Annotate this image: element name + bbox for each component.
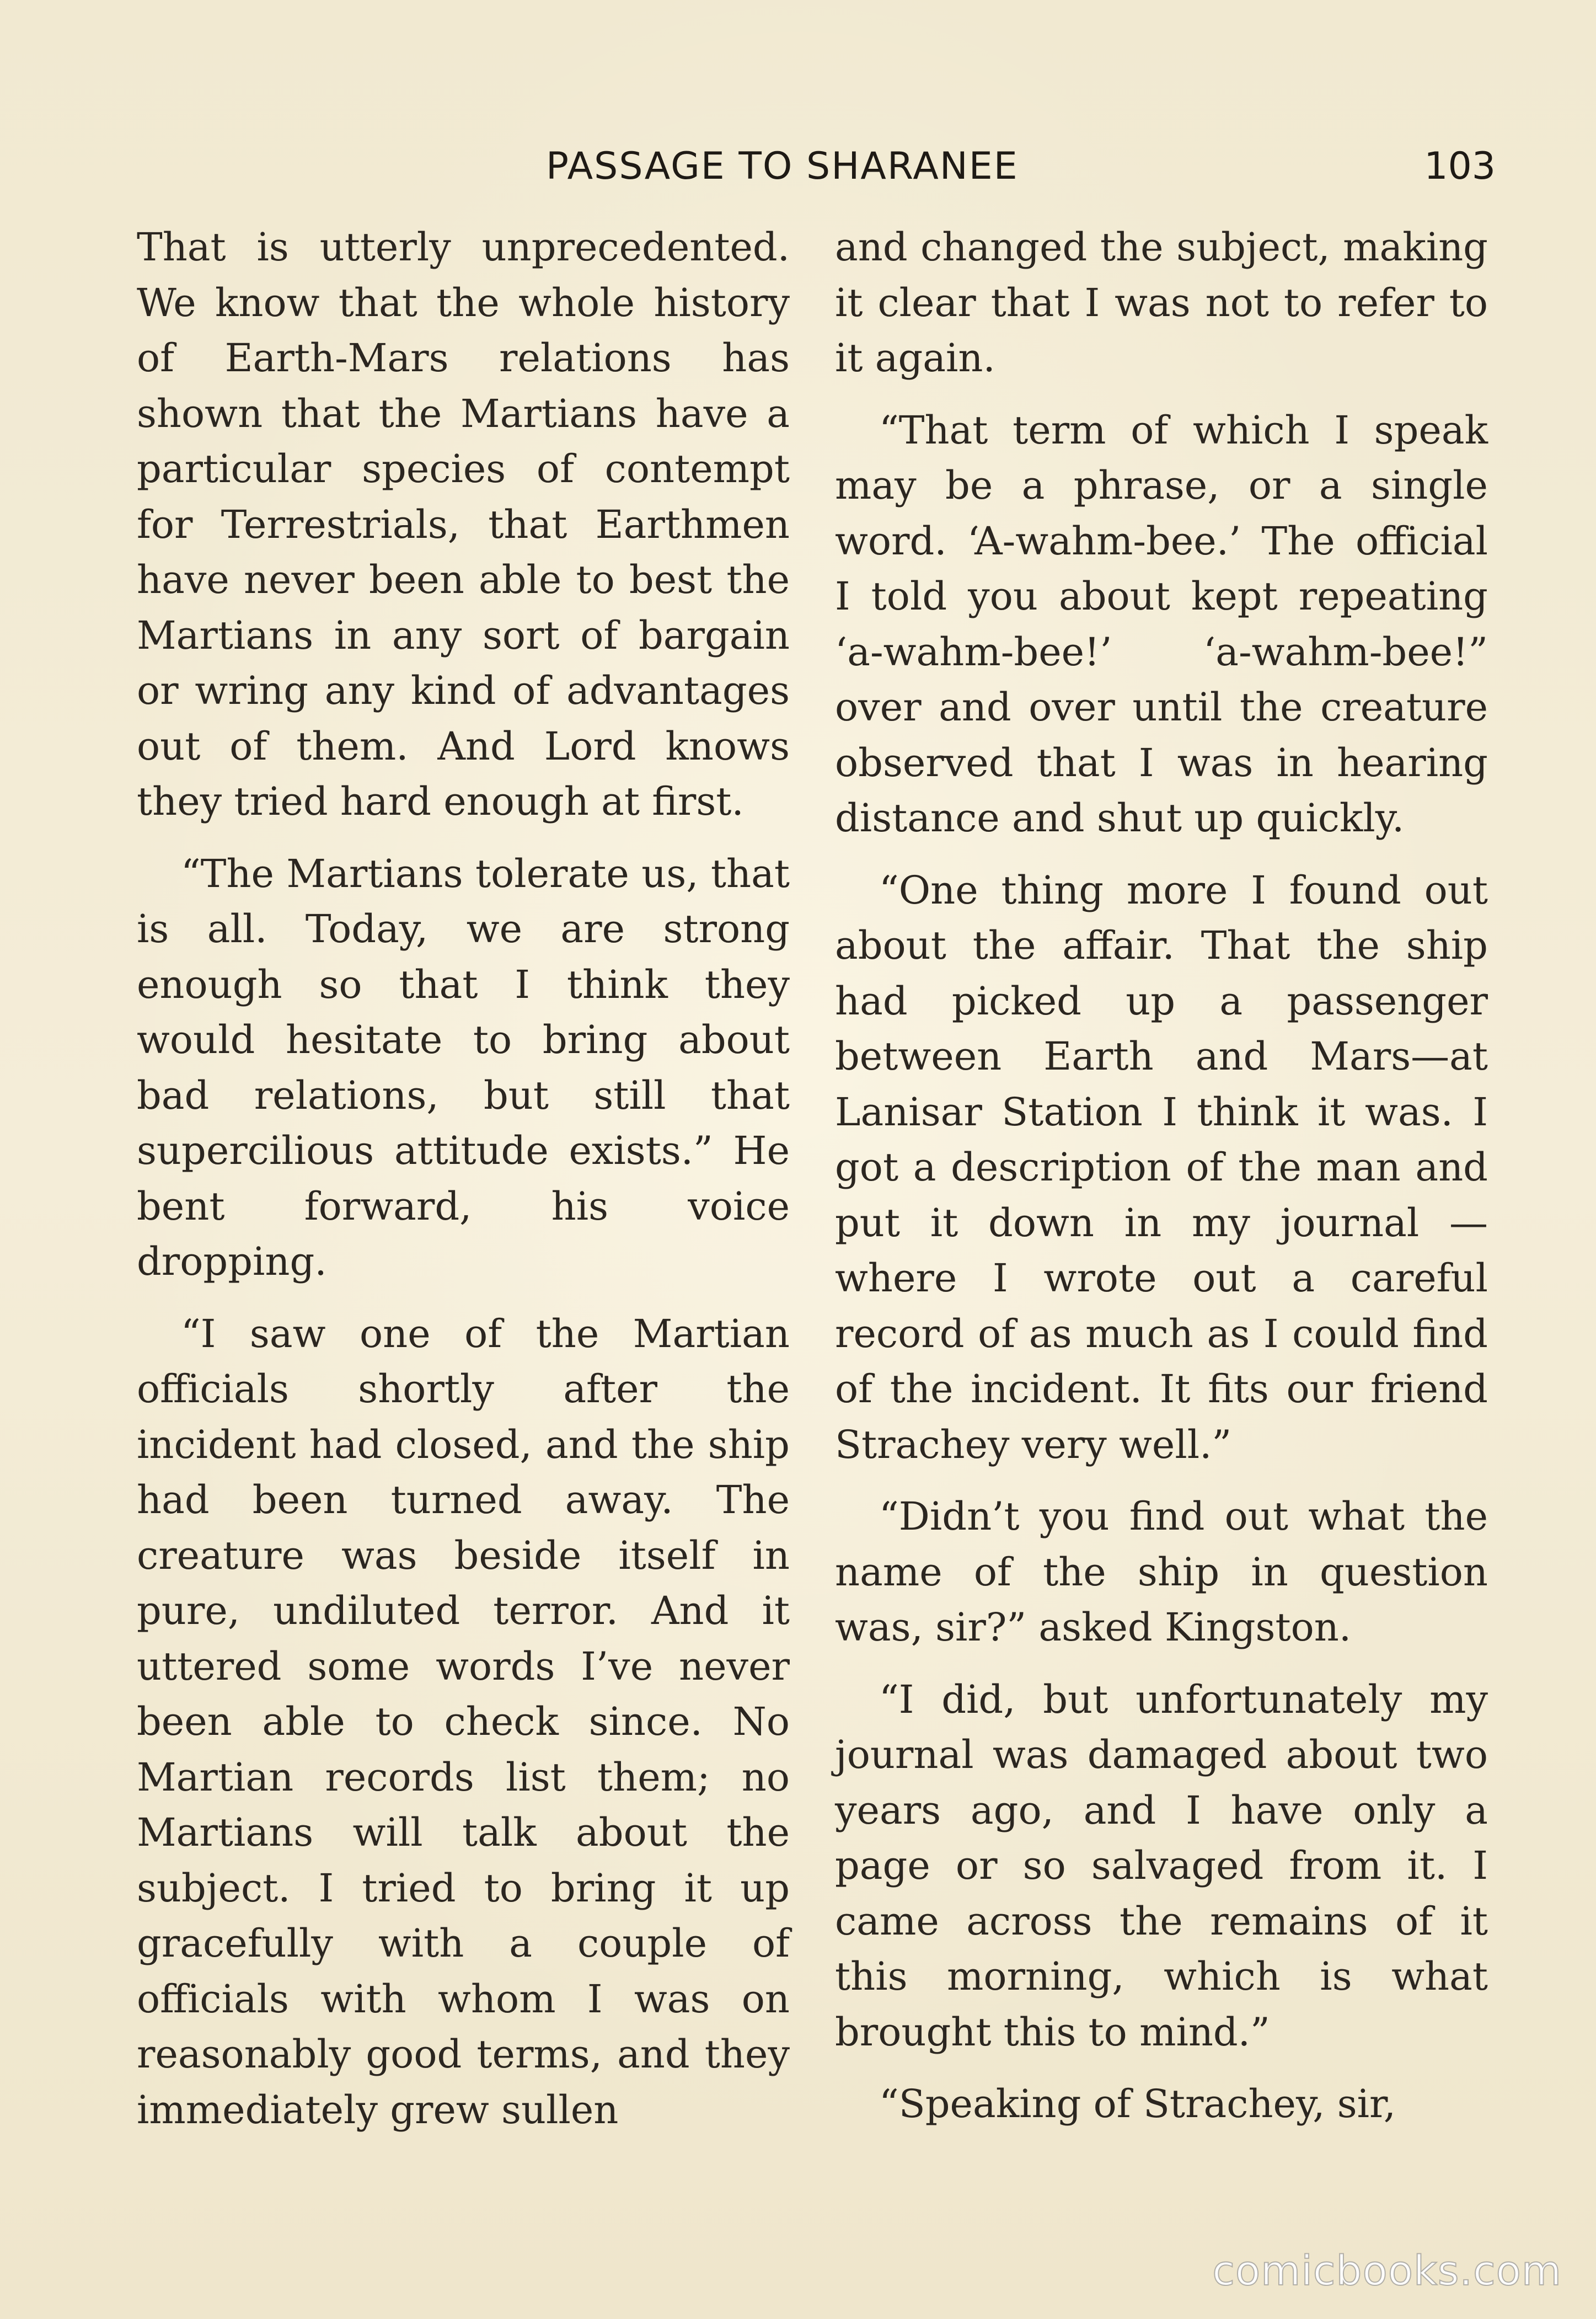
running-title: PASSAGE TO SHARANEE	[546, 145, 1019, 188]
paragraph: “One thing more I found out about the affair. That the ship had picked up a passenger between Earth and Mars—at Lanisar Station I think it was. I got a description of the man and put it down in my journal —where I wrote out a careful record of as much as I could find of the incident. It fits our friend Strachey very well.”	[835, 867, 1488, 1467]
site-watermark: comicbooks.com	[1212, 2247, 1562, 2295]
paragraph: “Didn’t you find out what the name of the ship in question was, sir?” asked Kingston.	[835, 1494, 1488, 1650]
paragraph: “I saw one of the Martian officials shortly after the incident had closed, and the ship had been turned away. The creature was beside itself in pure, undiluted terror. And it uttered some words I’ve never been able to check since. No Martian records list them; no Martians will talk about the subject. I tried to bring it up gracefully with a couple of officials with whom I was on reasonably good terms, and they immediately grew sullen	[137, 1311, 790, 2133]
paragraph: and changed the subject, making it clear that I was not to refer to it again.	[835, 225, 1488, 381]
right-text-column	[835, 220, 1488, 2149]
paragraph: “Speaking of Strachey, sir,	[879, 2081, 1396, 2126]
left-text-column	[137, 220, 790, 2154]
paragraph: “I did, but unfortunately my journal was damaged about two years ago, and I have only a page or so salvaged from it. I came across the remains of it this morning, which is what brought this to mind.”	[835, 1676, 1488, 2055]
paragraph: “The Martians tolerate us, that is all. Today, we are strong enough so that I think they would hesitate to bring about bad relations, but still that supercilious attitude exists.” He bent forward, his voice dropping.	[137, 851, 790, 1284]
paragraph: “That term of which I speak may be a phrase, or a single word. ‘A-wahm-bee.’ The official I told you about kept repeating ‘a-wahm-bee!’ ‘a-wahm-bee!” over and over until the creature observed that I was in hearing distance and shut up quickly.	[835, 407, 1488, 841]
paragraph: That is utterly unprecedented. We know that the whole history of Earth-Mars relations has shown that the Martians have a particular species of contempt for Terrestrials, that Earthmen have never been able to best the Martians in any sort of bargain or wring any kind of advantages out of them. And Lord knows they tried hard enough at first.	[137, 225, 790, 824]
page-number: 103	[1424, 145, 1496, 188]
